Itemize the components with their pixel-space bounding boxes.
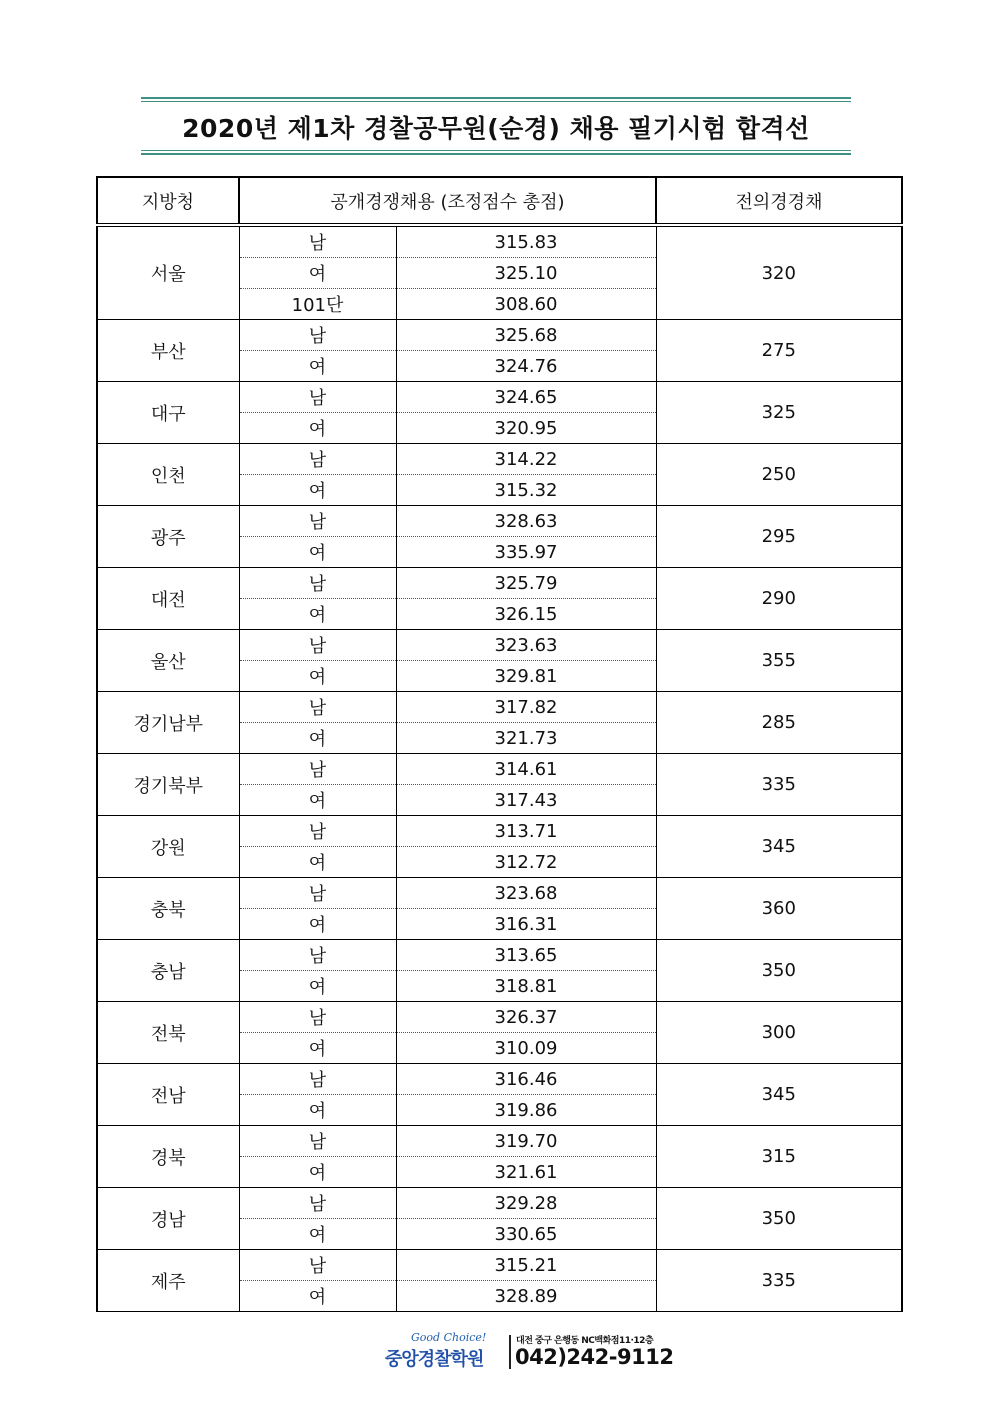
table-row (97, 320, 902, 351)
score-cell: 316.31 (396, 909, 656, 940)
conscript-cutoff-cell: 335 (656, 1250, 902, 1312)
table-header-row (97, 177, 902, 225)
table-row (97, 940, 902, 971)
table-body (97, 225, 902, 1312)
category-cell: 남 (239, 630, 396, 661)
region-cell: 전남 (97, 1064, 239, 1126)
category-cell: 여 (239, 1095, 396, 1126)
category-cell: 여 (239, 1157, 396, 1188)
region-cell: 경기북부 (97, 754, 239, 816)
score-cell: 328.89 (396, 1281, 656, 1312)
category-cell: 남 (239, 940, 396, 971)
header-conscript-recruitment: 전의경경채 (656, 177, 902, 225)
table-row (97, 878, 902, 909)
score-cell: 318.81 (396, 971, 656, 1002)
score-cell: 317.43 (396, 785, 656, 816)
score-cell: 320.95 (396, 413, 656, 444)
category-cell: 여 (239, 723, 396, 754)
category-cell: 남 (239, 754, 396, 785)
category-cell: 여 (239, 599, 396, 630)
category-cell: 여 (239, 1033, 396, 1064)
score-cell: 314.22 (396, 444, 656, 475)
score-cell: 325.79 (396, 568, 656, 599)
category-cell: 101단 (239, 289, 396, 320)
score-cell: 313.71 (396, 816, 656, 847)
category-cell: 남 (239, 320, 396, 351)
table-row (97, 1064, 902, 1095)
region-cell: 강원 (97, 816, 239, 878)
category-cell: 남 (239, 1126, 396, 1157)
cutoff-table (96, 176, 903, 1312)
region-cell: 서울 (97, 225, 239, 320)
score-cell: 308.60 (396, 289, 656, 320)
conscript-cutoff-cell: 250 (656, 444, 902, 506)
footer-address: 대전 중구 은행동 NC백화점11·12층 (516, 1336, 654, 1346)
title-rule (141, 101, 851, 102)
score-cell: 324.65 (396, 382, 656, 413)
table-row (97, 754, 902, 785)
score-cell: 325.68 (396, 320, 656, 351)
conscript-cutoff-cell: 345 (656, 816, 902, 878)
title-banner (141, 97, 851, 155)
footer-academy-name: 중앙경찰학원 (385, 1349, 484, 1370)
header-region: 지방청 (97, 177, 239, 225)
score-cell: 326.15 (396, 599, 656, 630)
region-cell: 광주 (97, 506, 239, 568)
table-row (97, 444, 902, 475)
conscript-cutoff-cell: 295 (656, 506, 902, 568)
region-cell: 부산 (97, 320, 239, 382)
score-cell: 325.10 (396, 258, 656, 289)
conscript-cutoff-cell: 320 (656, 225, 902, 320)
category-cell: 여 (239, 661, 396, 692)
category-cell: 남 (239, 1188, 396, 1219)
category-cell: 남 (239, 382, 396, 413)
table-row (97, 225, 902, 258)
table-row (97, 630, 902, 661)
score-cell: 312.72 (396, 847, 656, 878)
category-cell: 남 (239, 444, 396, 475)
table-row (97, 692, 902, 723)
region-cell: 대전 (97, 568, 239, 630)
category-cell: 남 (239, 1064, 396, 1095)
region-cell: 전북 (97, 1002, 239, 1064)
conscript-cutoff-cell: 345 (656, 1064, 902, 1126)
table-row (97, 816, 902, 847)
region-cell: 경기남부 (97, 692, 239, 754)
score-cell: 326.37 (396, 1002, 656, 1033)
conscript-cutoff-cell: 285 (656, 692, 902, 754)
region-cell: 제주 (97, 1250, 239, 1312)
title-rule (141, 150, 851, 151)
region-cell: 인천 (97, 444, 239, 506)
score-cell: 323.63 (396, 630, 656, 661)
category-cell: 여 (239, 537, 396, 568)
conscript-cutoff-cell: 350 (656, 1188, 902, 1250)
conscript-cutoff-cell: 290 (656, 568, 902, 630)
category-cell: 남 (239, 816, 396, 847)
region-cell: 경북 (97, 1126, 239, 1188)
footer-phone: 042)242-9112 (515, 1345, 674, 1369)
category-cell: 여 (239, 847, 396, 878)
score-cell: 315.83 (396, 225, 656, 258)
category-cell: 여 (239, 1281, 396, 1312)
category-cell: 남 (239, 1250, 396, 1281)
score-cell: 329.28 (396, 1188, 656, 1219)
conscript-cutoff-cell: 355 (656, 630, 902, 692)
score-cell: 319.86 (396, 1095, 656, 1126)
conscript-cutoff-cell: 325 (656, 382, 902, 444)
score-cell: 319.70 (396, 1126, 656, 1157)
score-cell: 324.76 (396, 351, 656, 382)
conscript-cutoff-cell: 315 (656, 1126, 902, 1188)
conscript-cutoff-cell: 360 (656, 878, 902, 940)
score-cell: 317.82 (396, 692, 656, 723)
conscript-cutoff-cell: 275 (656, 320, 902, 382)
footer-divider (509, 1335, 511, 1369)
category-cell: 여 (239, 351, 396, 382)
category-cell: 여 (239, 413, 396, 444)
table-row (97, 506, 902, 537)
score-cell: 315.32 (396, 475, 656, 506)
score-cell: 328.63 (396, 506, 656, 537)
score-cell: 321.73 (396, 723, 656, 754)
conscript-cutoff-cell: 350 (656, 940, 902, 1002)
header-open-recruitment: 공개경쟁채용 (조정점수 총점) (239, 177, 656, 225)
category-cell: 여 (239, 971, 396, 1002)
score-cell: 316.46 (396, 1064, 656, 1095)
category-cell: 여 (239, 785, 396, 816)
score-cell: 310.09 (396, 1033, 656, 1064)
region-cell: 경남 (97, 1188, 239, 1250)
table-row (97, 1188, 902, 1219)
category-cell: 남 (239, 1002, 396, 1033)
score-cell: 329.81 (396, 661, 656, 692)
category-cell: 여 (239, 909, 396, 940)
region-cell: 울산 (97, 630, 239, 692)
score-cell: 323.68 (396, 878, 656, 909)
category-cell: 남 (239, 506, 396, 537)
footer-slogan: Good Choice! (411, 1331, 487, 1344)
title-rule (141, 153, 851, 155)
category-cell: 남 (239, 692, 396, 723)
region-cell: 충북 (97, 878, 239, 940)
conscript-cutoff-cell: 335 (656, 754, 902, 816)
region-cell: 충남 (97, 940, 239, 1002)
category-cell: 여 (239, 475, 396, 506)
table-row (97, 1250, 902, 1281)
score-cell: 315.21 (396, 1250, 656, 1281)
table-row (97, 1126, 902, 1157)
title-rule (141, 97, 851, 99)
table-row (97, 1002, 902, 1033)
score-cell: 330.65 (396, 1219, 656, 1250)
category-cell: 여 (239, 1219, 396, 1250)
category-cell: 남 (239, 568, 396, 599)
region-cell: 대구 (97, 382, 239, 444)
category-cell: 여 (239, 258, 396, 289)
page-title: 2020년 제1차 경찰공무원(순경) 채용 필기시험 합격선 (182, 114, 810, 143)
academy-footer (385, 1331, 674, 1373)
score-cell: 313.65 (396, 940, 656, 971)
table-row (97, 382, 902, 413)
score-cell: 335.97 (396, 537, 656, 568)
conscript-cutoff-cell: 300 (656, 1002, 902, 1064)
category-cell: 남 (239, 878, 396, 909)
category-cell: 남 (239, 225, 396, 258)
table-row (97, 568, 902, 599)
score-cell: 321.61 (396, 1157, 656, 1188)
score-cell: 314.61 (396, 754, 656, 785)
